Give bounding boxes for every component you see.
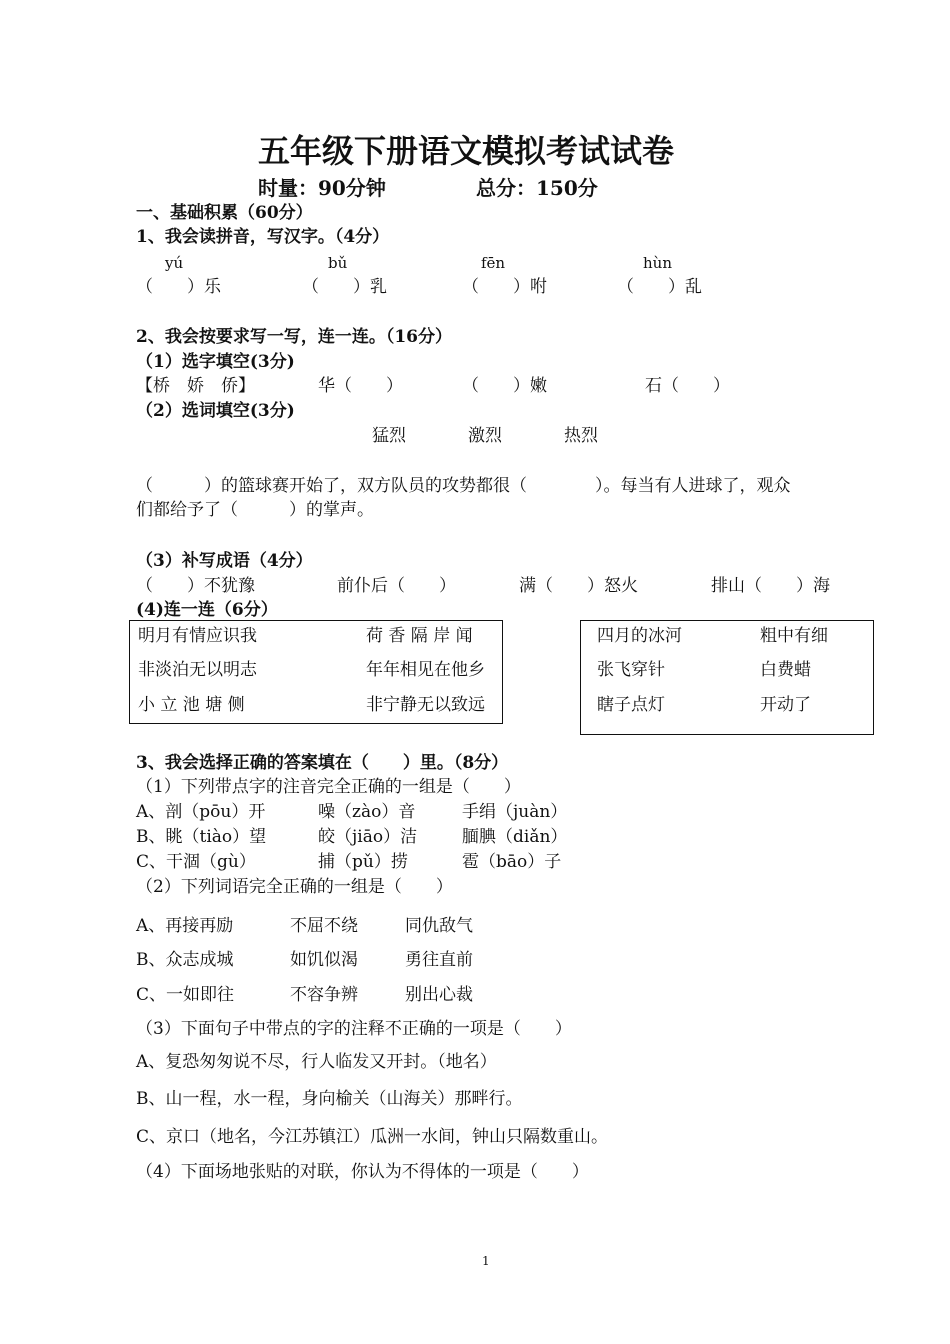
option-text[interactable]: A、复恐匆匆说不尽，行人临发又开封。（地名） — [136, 1052, 497, 1072]
option-text[interactable]: C、京口（地名，今江苏镇江）瓜洲一水间，钟山只隔数重山。 — [136, 1127, 609, 1147]
fill-sentence-line-1[interactable]: （ ）的篮球赛开始了，双方队员的攻势都很（ ）。每当有人进球了，观众 — [136, 476, 791, 496]
option-text[interactable]: 别出心裁 — [405, 985, 473, 1005]
option-text[interactable]: 同仇敌气 — [405, 916, 473, 936]
q3-sub4-question: （4）下面场地张贴的对联，你认为不得体的一项是（ ） — [136, 1162, 589, 1182]
q2-part1-options: 【桥 娇 侨】 — [136, 376, 255, 396]
question-3-heading: 3、我会选择正确的答案填在（ ）里。（8分） — [136, 753, 509, 773]
word-option-2: 激烈 — [468, 426, 502, 446]
blank-item-2[interactable]: （ ）乳 — [302, 277, 387, 297]
option-text[interactable]: C、一如即往 — [136, 985, 235, 1005]
pinyin-3: fēn — [481, 254, 506, 272]
question-1-heading: 1、我会读拼音，写汉字。（4分） — [136, 227, 390, 247]
idiom-item-4[interactable]: 排山（ ）海 — [711, 576, 830, 596]
q2-part4-heading: (4)连一连（6分） — [136, 600, 278, 620]
option-text[interactable]: 皎（jiāo）洁 — [318, 827, 418, 847]
match-right-3[interactable]: 开动了 — [760, 695, 811, 715]
question-2-heading: 2、我会按要求写一写，连一连。（16分） — [136, 327, 452, 347]
match-left-1[interactable]: 明月有情应识我 — [138, 626, 257, 646]
idiom-item-2[interactable]: 前仆后（ ） — [337, 576, 456, 596]
option-text[interactable]: A、再接再励 — [136, 916, 234, 936]
page-title: 五年级下册语文模拟考试试卷 — [258, 132, 675, 170]
q3-sub2-question: （2）下列词语完全正确的一组是（ ） — [136, 877, 453, 897]
option-text[interactable]: 手绢（juàn） — [462, 802, 568, 822]
match-left-1[interactable]: 四月的冰河 — [597, 626, 682, 646]
page-number: 1 — [482, 1254, 490, 1268]
word-option-1: 猛烈 — [372, 426, 406, 446]
match-left-3[interactable]: 瞎子点灯 — [597, 695, 665, 715]
option-text[interactable]: B、众志成城 — [136, 950, 234, 970]
option-text[interactable]: 腼腆（diǎn） — [462, 827, 568, 847]
option-text[interactable]: B、眺（tiào）望 — [136, 827, 267, 847]
match-left-2[interactable]: 张飞穿针 — [597, 660, 665, 680]
match-left-2[interactable]: 非淡泊无以明志 — [138, 660, 257, 680]
blank-item-3[interactable]: （ ）咐 — [462, 277, 547, 297]
exam-time: 时量：90分钟 — [258, 176, 386, 200]
option-text[interactable]: 不屈不绕 — [290, 916, 358, 936]
option-text[interactable]: 勇往直前 — [405, 950, 473, 970]
q2-part2-heading: （2）选词填空(3分) — [136, 401, 295, 421]
option-text[interactable]: 捕（pǔ）捞 — [318, 852, 408, 872]
match-left-3[interactable]: 小 立 池 塘 侧 — [138, 695, 245, 715]
match-right-1[interactable]: 荷 香 隔 岸 闻 — [366, 626, 473, 646]
pinyin-2: bǔ — [328, 254, 348, 272]
pinyin-1: yú — [165, 254, 184, 272]
option-text[interactable]: 噪（zào）音 — [318, 802, 416, 822]
match-right-1[interactable]: 粗中有细 — [760, 626, 828, 646]
option-text[interactable]: C、干涸（gù） — [136, 852, 256, 872]
q3-sub1-question: （1）下列带点字的注音完全正确的一组是（ ） — [136, 777, 521, 797]
idiom-item-1[interactable]: （ ）不犹豫 — [136, 576, 255, 596]
exam-total-score: 总分：150分 — [476, 176, 598, 200]
q3-sub3-question: （3）下面句子中带点的字的注释不正确的一项是（ ） — [136, 1019, 572, 1039]
q2-part1-item-2[interactable]: （ ）嫩 — [462, 376, 547, 396]
section-heading: 一、基础积累（60分） — [136, 203, 313, 223]
q2-part1-item-3[interactable]: 石（ ） — [645, 376, 730, 396]
match-right-2[interactable]: 年年相见在他乡 — [366, 660, 485, 680]
pinyin-4: hùn — [643, 254, 672, 272]
q2-part3-heading: （3）补写成语（4分） — [136, 551, 313, 571]
option-text[interactable]: B、山一程，水一程，身向榆关（山海关）那畔行。 — [136, 1089, 523, 1109]
q2-part1-item-1[interactable]: 华（ ） — [318, 376, 403, 396]
word-option-3: 热烈 — [564, 426, 598, 446]
option-text[interactable]: 如饥似渴 — [290, 950, 358, 970]
option-text[interactable]: A、剖（pōu）开 — [136, 802, 266, 822]
fill-sentence-line-2[interactable]: 们都给予了（ ）的掌声。 — [136, 500, 374, 520]
idiom-item-3[interactable]: 满（ ）怒火 — [519, 576, 638, 596]
q2-part1-heading: （1）选字填空(3分) — [136, 352, 295, 372]
option-text[interactable]: 不容争辨 — [290, 985, 358, 1005]
blank-item-1[interactable]: （ ）乐 — [136, 277, 221, 297]
blank-item-4[interactable]: （ ）乱 — [617, 277, 702, 297]
option-text[interactable]: 雹（bāo）子 — [462, 852, 562, 872]
match-right-2[interactable]: 白费蜡 — [760, 660, 811, 680]
match-right-3[interactable]: 非宁静无以致远 — [366, 695, 485, 715]
